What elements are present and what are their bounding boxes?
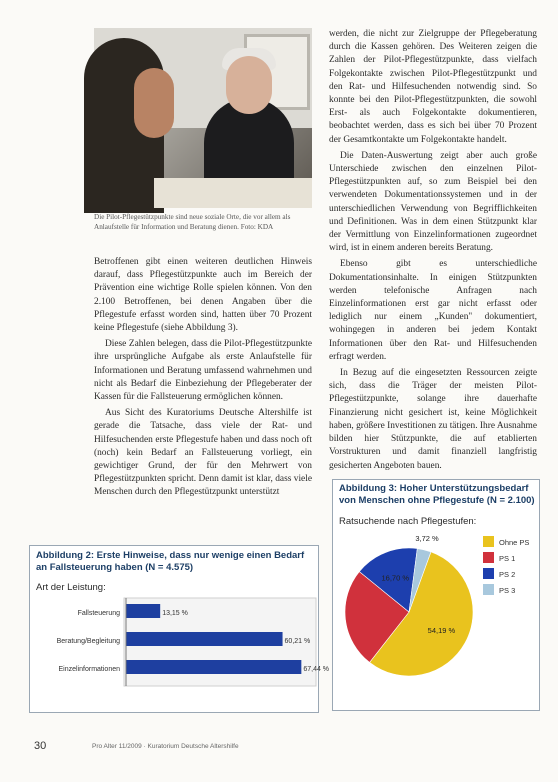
figure-2-box xyxy=(29,545,330,713)
slice-label: 54,19 % xyxy=(427,626,456,636)
right-column xyxy=(329,28,537,476)
paragraph: werden, die nicht zur Zielgruppe der Pflegeberatung durch die Kassen gehören. Des Weiteren zeigen die Zahlen der Pilot-Pflegestützpunkte, dass vielfach Folgekontakte zwischen Pilot-Pflegestützpunkt und den Rat- und Hilfesuchenden notwendig sind. So konnte bei den Pilot-Pflegestützpunkten, die sowohl Erst- als auch Folgekontakte dokumentieren, beobachtet werden, dass es sich bei über 70 Prozent der Gesamtkontakte um Folgekontakte handelt. xyxy=(329,29,537,145)
figure-2-title: Abbildung 2: Erste Hinweise, dass nur wenige einen Bedarf an Fallsteuerung haben (N = 4.575) xyxy=(36,550,316,574)
figure-2-subtitle: Art der Leistung: xyxy=(36,582,106,593)
photo-caption: Die Pilot-Pflegestützpunkte sind neue soziale Orte, die vor allem als Anlaufstelle für Information und Beratung dienen. Foto: KDA xyxy=(94,213,291,231)
slice-label: 3,72 % xyxy=(415,534,439,544)
legend-label: Ohne PS xyxy=(499,538,530,547)
value-label: 67,44 % xyxy=(303,666,330,673)
bar xyxy=(126,632,283,646)
paragraph: Diese Zahlen belegen, dass die Pilot-Pflegestützpunkte ihre ursprüngliche Aufgabe als erste Anlaufstelle für Informationen und Beratung umfassend wahrnehmen und nicht als Bedarf die Einbeziehung der Pflegeberater der Kassen für die Fallsteuerung ermöglichen können. xyxy=(94,339,312,403)
legend-swatch xyxy=(483,552,494,563)
legend-swatch xyxy=(483,536,494,547)
legend-label: PS 3 xyxy=(499,586,516,595)
bar xyxy=(126,604,160,618)
value-label: 60,21 % xyxy=(284,638,311,645)
paragraph: Betroffenen gibt einen weiteren deutlichen Hinweis darauf, dass Pflegestützpunkte auch im Bereich der Prävention eine wichtige Rolle spielen können. Von den 2.100 Betroffenen, bei denen Angaben über die Pflegestufe erfasst worden sind, hatten über 70 Prozent keine Pflegestufe (siehe Abbildung 3). xyxy=(94,257,312,334)
category-label: Fallsteuerung xyxy=(77,610,120,617)
figure-3-title: Abbildung 3: Hoher Unterstützungsbedarf von Menschen ohne Pflegestufe (N = 2.100) xyxy=(339,483,535,506)
legend-swatch xyxy=(483,584,494,595)
category-label: Beratung/Begleitung xyxy=(56,638,120,645)
legend-swatch xyxy=(483,568,494,579)
legend-label: PS 2 xyxy=(499,570,516,579)
paragraph: Aus Sicht des Kuratoriums Deutsche Altershilfe ist gerade die Tatsache, dass viele der Rat- und Hilfesuchenden erste Pflegestufe haben und dass noch oft (noch) kein Bedarf an Fallsteuerung vorliegt, ein gewichtiger Grund, der für den Mehrwert von Pflegestützpunkten spricht. Denn damit ist klar, dass viele Menschen durch den Pflegestützpunkt unterstützt xyxy=(94,408,312,498)
left-column xyxy=(94,256,312,503)
figure-3-subtitle: Ratsuchende nach Pflegestufen: xyxy=(339,516,477,527)
legend-label: PS 1 xyxy=(499,554,516,563)
page-number: 30 xyxy=(34,740,47,752)
footer-title: Pro Alter 11/2009 · Kuratorium Deutsche Altershilfe xyxy=(92,743,239,750)
article-photo xyxy=(94,28,312,208)
category-label: Einzelinformationen xyxy=(58,666,120,673)
figure-3-box xyxy=(332,479,540,711)
slice-label: 16,70 % xyxy=(381,573,410,583)
bar xyxy=(126,660,301,674)
value-label: 13,15 % xyxy=(162,610,188,617)
paragraph: Ebenso gibt es unterschiedliche Dokumentationsinhalte. In einigen Stützpunkten werden telefonische Anfragen nach Einzelinformationen erst gar nicht erfasst oder lediglich nur einem „Kunden" dokumentiert, wohingegen in anderen bei jedem Kontakt Informationen über den Rat- und Hilfesuchenden erfragt werden. xyxy=(329,259,537,362)
bar-chart xyxy=(30,546,330,712)
paragraph: In Bezug auf die eingesetzten Ressourcen zeigte sich, dass die Träger der meisten Pilot-Pflegestützpunkte, solange ihre dauerhafte Finanzierung nicht gesichert ist, keine Möglichkeit haben, größere Investitionen zu tätigen. Ihre Ausnahme bilden hier Stützpunkte, die auf etablierten Vorstrukturen und damit finanziell langfristig gesicherten Angeboten bauen. xyxy=(329,368,537,471)
pie-chart xyxy=(333,480,539,710)
paragraph: Die Daten-Auswertung zeigt aber auch große Unterschiede zwischen den einzelnen Pilot-Pflegestützpunkten auf, so zum Beispiel bei den verwendeten Dokumentationssystemen und in der unterschiedlichen Verwendung von Begrifflichkeiten und Definitionen. Was in dem einen Stützpunkt klar der Vermittlung von Einzelinformationen zugeordnet wird, ist in einem anderen bereits Beratung. xyxy=(329,150,537,254)
